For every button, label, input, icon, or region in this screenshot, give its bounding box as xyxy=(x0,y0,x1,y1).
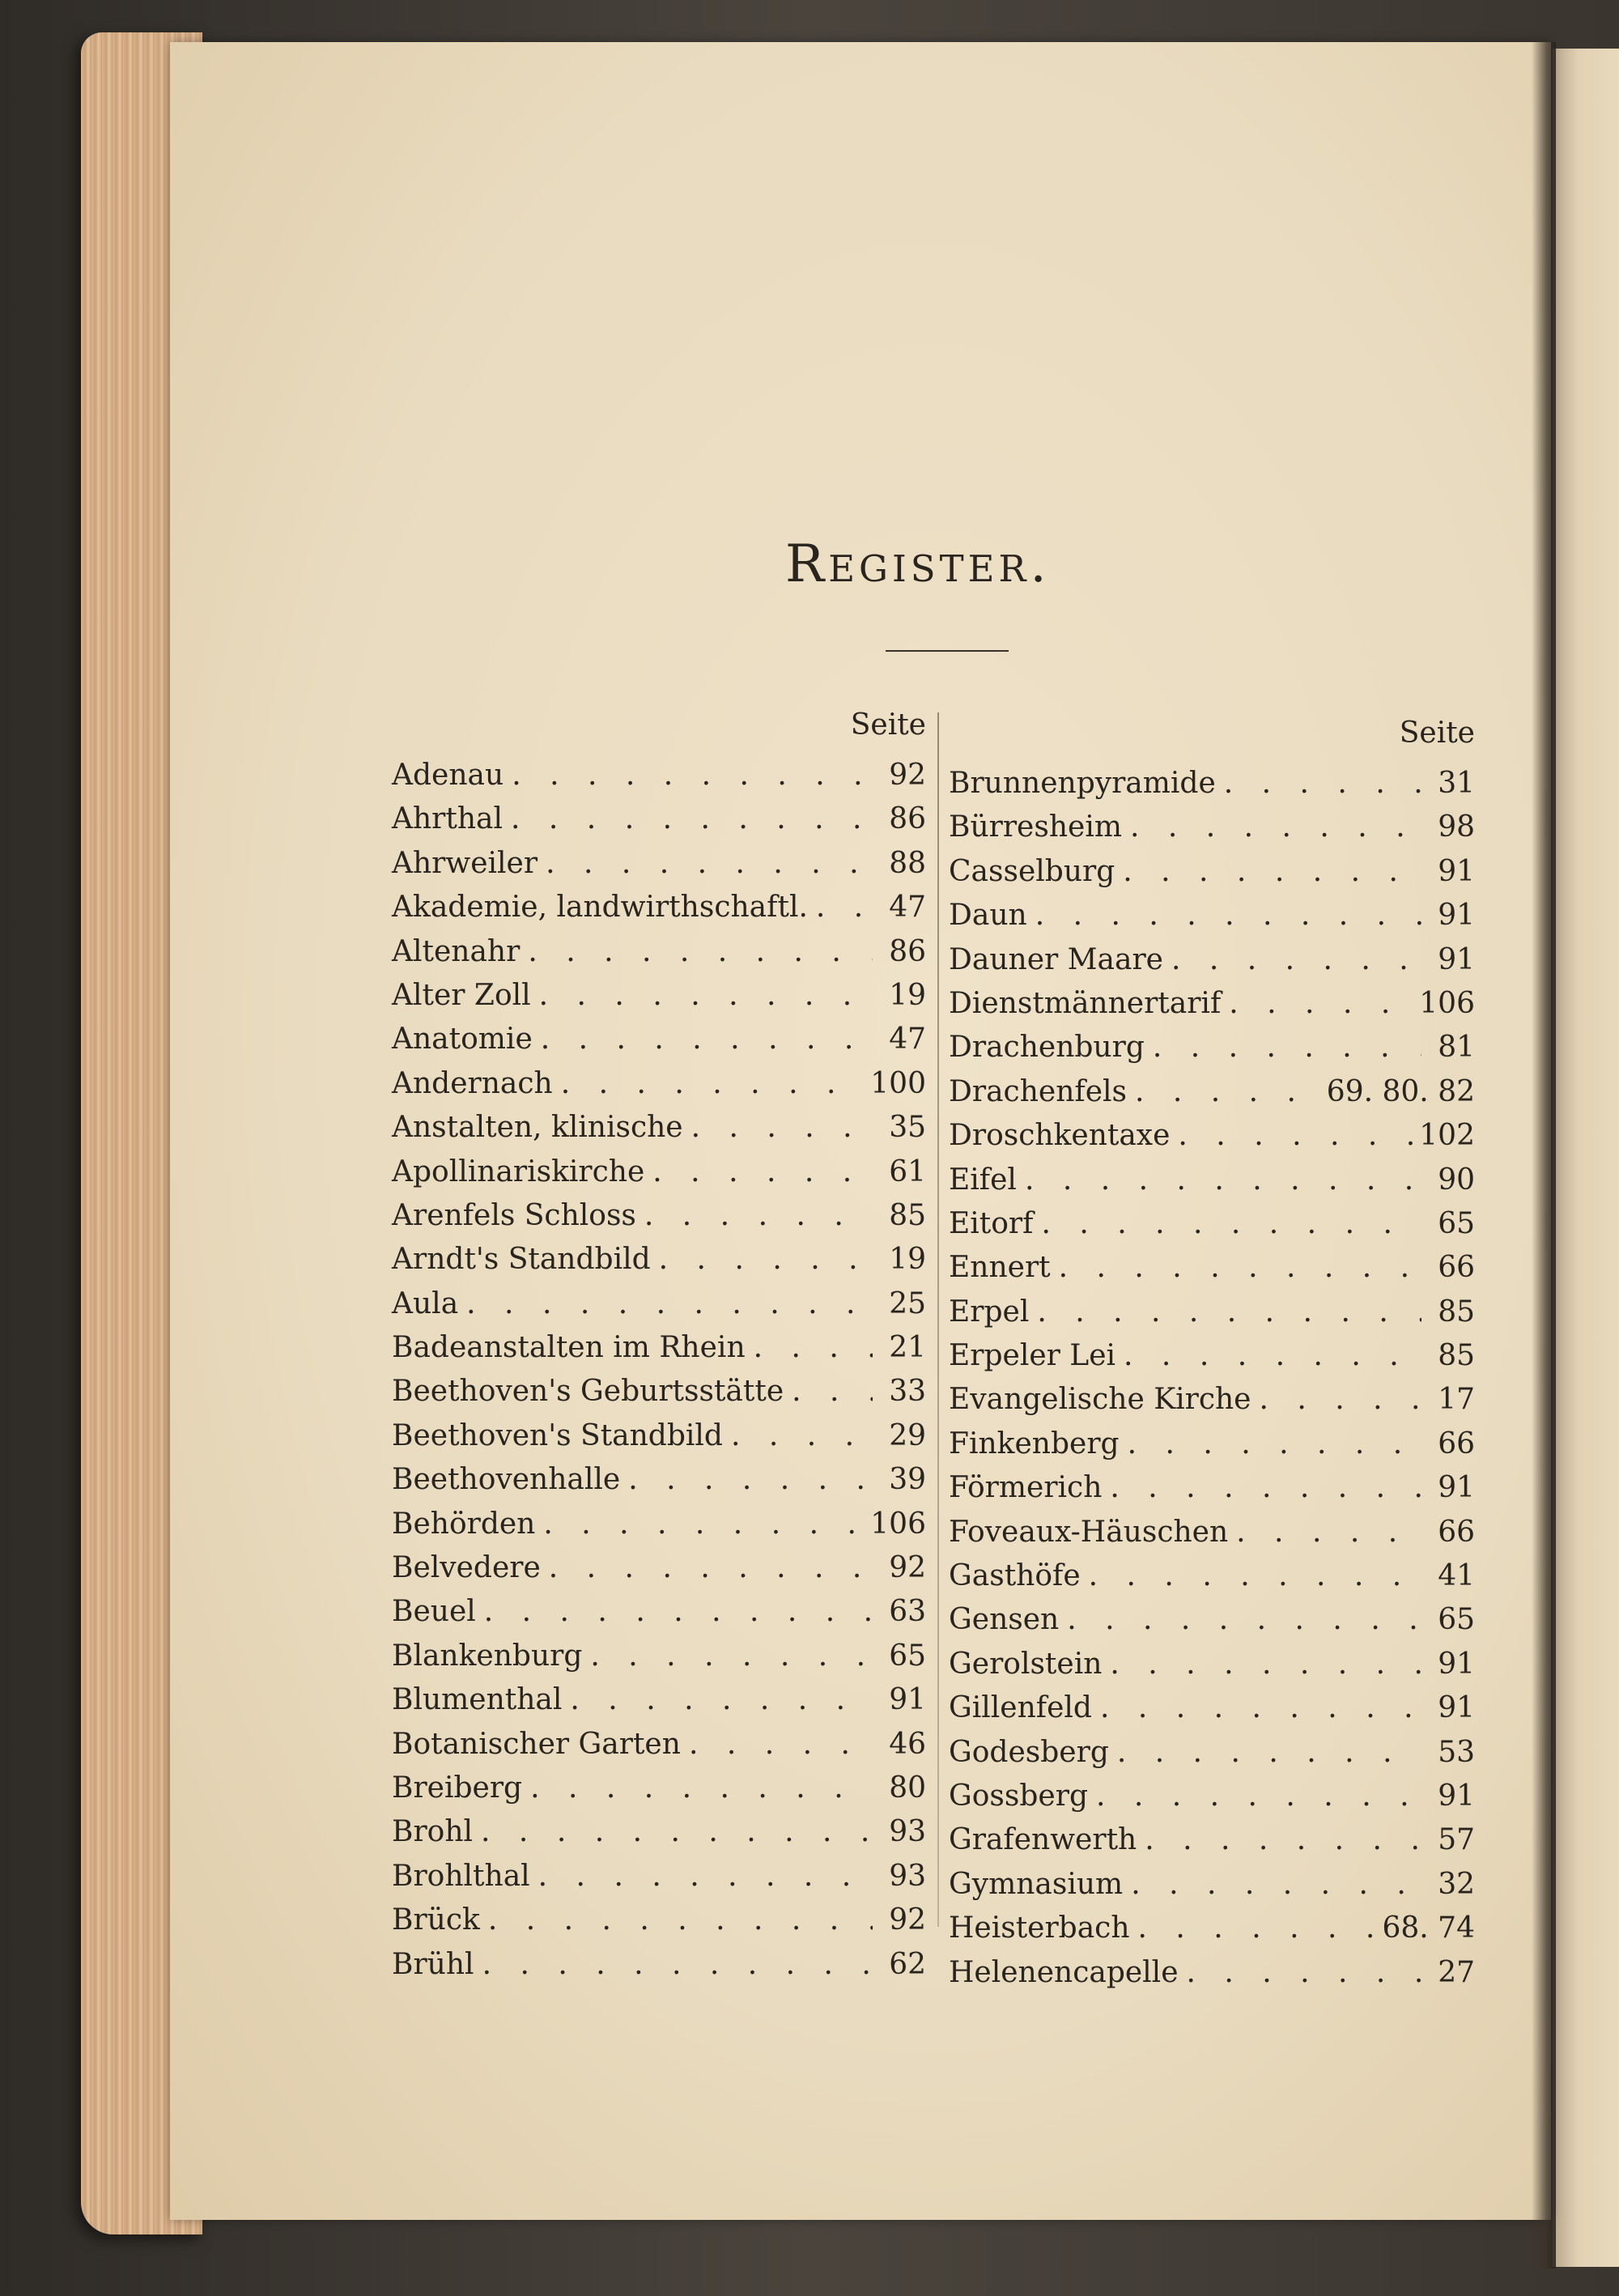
entry-page: 80 xyxy=(889,1771,926,1805)
leader-dots xyxy=(1102,1643,1421,1686)
entry-name: Beuel xyxy=(392,1595,476,1629)
leader-dots xyxy=(1033,1202,1421,1246)
leader-dots xyxy=(503,797,873,841)
entry-name: Breiberg xyxy=(392,1771,523,1805)
leader-dots xyxy=(1145,1026,1421,1069)
leader-dots xyxy=(1251,1378,1421,1422)
leader-dots xyxy=(683,1106,873,1150)
entry-name: Altenahr xyxy=(392,934,521,968)
leader-dots xyxy=(1170,1114,1414,1158)
entry-page: 88 xyxy=(889,846,926,880)
leader-dots xyxy=(1029,1290,1421,1334)
entry-name: Evangelische Kirche xyxy=(949,1383,1251,1417)
entry-name: Alter Zoll xyxy=(392,978,531,1012)
entry-name: Gasthöfe xyxy=(949,1559,1081,1593)
index-entry xyxy=(392,1546,926,1590)
entry-page: 63 xyxy=(889,1595,926,1629)
entry-page: 93 xyxy=(889,1859,926,1893)
entry-name: Blankenburg xyxy=(392,1639,583,1673)
entry-name: Andernach xyxy=(392,1066,553,1100)
index-entry xyxy=(392,1414,926,1458)
leader-dots xyxy=(522,1767,873,1810)
entry-page: 85 xyxy=(889,1198,926,1232)
leader-dots xyxy=(1127,1070,1322,1114)
index-entry xyxy=(392,1458,926,1502)
index-entry xyxy=(949,1334,1475,1378)
entry-page: 92 xyxy=(889,1903,926,1937)
leader-dots xyxy=(1092,1686,1421,1730)
index-entry xyxy=(949,1246,1475,1290)
entry-name: Aula xyxy=(392,1286,459,1320)
entry-name: Ahrweiler xyxy=(392,846,538,880)
leader-dots xyxy=(808,886,873,929)
entry-name: Badeanstalten im Rhein xyxy=(392,1331,746,1365)
entry-page: 102 xyxy=(1419,1119,1475,1153)
column-divider xyxy=(937,712,939,1927)
entry-page: 65 xyxy=(1438,1206,1475,1240)
index-entry xyxy=(392,1150,926,1194)
leader-dots xyxy=(1163,938,1421,982)
entry-page: 47 xyxy=(889,891,926,925)
leader-dots xyxy=(553,1062,866,1106)
entry-page: 106 xyxy=(1419,986,1475,1020)
index-entry xyxy=(392,797,926,841)
entry-list xyxy=(949,762,1475,1995)
entry-name: Daun xyxy=(949,899,1027,933)
index-entry xyxy=(949,1511,1475,1554)
entry-name: Belvedere xyxy=(392,1551,541,1585)
book-gutter xyxy=(1532,42,1556,2268)
entry-page: 69. 80. 82 xyxy=(1326,1074,1475,1108)
entry-page: 91 xyxy=(889,1683,926,1717)
index-entry xyxy=(949,1863,1475,1907)
index-entry xyxy=(392,886,926,929)
index-entry xyxy=(949,850,1475,894)
index-entry xyxy=(949,762,1475,806)
index-entry xyxy=(949,1202,1475,1246)
leader-dots xyxy=(520,930,873,974)
entry-page: 91 xyxy=(1438,899,1475,933)
entry-name: Finkenberg xyxy=(949,1426,1120,1461)
entry-page: 93 xyxy=(889,1815,926,1849)
index-entry xyxy=(949,1290,1475,1334)
entry-page: 25 xyxy=(889,1286,926,1320)
entry-page: 91 xyxy=(1438,1691,1475,1725)
entry-page: 106 xyxy=(870,1507,926,1541)
index-entry xyxy=(392,1590,926,1634)
entry-name: Gymnasium xyxy=(949,1867,1124,1901)
index-entry xyxy=(392,1370,926,1414)
entry-page: 66 xyxy=(1438,1251,1475,1285)
index-entry xyxy=(392,1018,926,1061)
entry-page: 19 xyxy=(889,1243,926,1277)
entry-page: 98 xyxy=(1438,810,1475,844)
leader-dots xyxy=(562,1678,873,1722)
leader-dots xyxy=(1221,982,1414,1026)
index-entry xyxy=(392,1503,926,1546)
facing-page xyxy=(1553,49,1619,2267)
index-entry xyxy=(949,1554,1475,1598)
entry-page: 91 xyxy=(1438,1779,1475,1813)
index-entry xyxy=(392,1678,926,1722)
entry-page: 65 xyxy=(1438,1603,1475,1637)
entry-page: 32 xyxy=(1438,1867,1475,1901)
entry-name: Ennert xyxy=(949,1251,1051,1285)
column-header: Seite xyxy=(1399,716,1475,750)
entry-name: Brühl xyxy=(392,1947,474,1981)
leader-dots xyxy=(531,974,873,1018)
leader-dots xyxy=(644,1150,873,1194)
index-entry xyxy=(392,930,926,974)
index-entry xyxy=(949,1907,1475,1950)
index-entry xyxy=(949,1731,1475,1775)
index-entry xyxy=(392,1282,926,1326)
entry-name: Erpel xyxy=(949,1295,1030,1329)
entry-name: Brohl xyxy=(392,1815,474,1849)
leader-dots xyxy=(1137,1818,1421,1862)
entry-page: 27 xyxy=(1438,1955,1475,1989)
index-entry xyxy=(392,1326,926,1370)
column-header: Seite xyxy=(850,708,926,742)
entry-name: Gillenfeld xyxy=(949,1691,1092,1725)
entry-page: 21 xyxy=(889,1331,926,1365)
leader-dots xyxy=(538,842,873,886)
leader-dots xyxy=(723,1414,873,1458)
index-entry xyxy=(392,1898,926,1942)
leader-dots xyxy=(476,1590,873,1634)
entry-name: Grafenwerth xyxy=(949,1823,1137,1857)
index-entry xyxy=(949,1643,1475,1686)
entry-name: Adenau xyxy=(392,759,504,792)
leader-dots xyxy=(1216,762,1421,806)
entry-name: Bürresheim xyxy=(949,810,1122,844)
entry-name: Akademie, landwirthschaftl. xyxy=(392,891,808,925)
entry-name: Brück xyxy=(392,1903,480,1937)
entry-page: 65 xyxy=(889,1639,926,1673)
leader-dots xyxy=(473,1810,873,1854)
index-entry xyxy=(392,1767,926,1810)
index-entry xyxy=(949,1422,1475,1466)
index-entry xyxy=(949,938,1475,982)
entry-name: Helenencapelle xyxy=(949,1955,1179,1989)
entry-name: Ahrthal xyxy=(392,802,504,836)
leader-dots xyxy=(1123,1863,1421,1907)
entry-page: 100 xyxy=(870,1066,926,1100)
leader-dots xyxy=(1088,1775,1421,1818)
entry-page: 33 xyxy=(889,1375,926,1409)
entry-page: 57 xyxy=(1438,1823,1475,1857)
entry-name: Drachenburg xyxy=(949,1031,1145,1065)
index-entry xyxy=(949,1598,1475,1642)
page-title: Register. xyxy=(785,534,1051,594)
entry-name: Gerolstein xyxy=(949,1647,1103,1681)
index-entry xyxy=(949,1686,1475,1730)
entry-name: Blumenthal xyxy=(392,1683,563,1717)
leader-dots xyxy=(1130,1907,1378,1950)
entry-name: Godesberg xyxy=(949,1735,1109,1769)
entry-page: 85 xyxy=(1438,1339,1475,1373)
index-entry xyxy=(392,754,926,797)
index-entry xyxy=(392,1943,926,1987)
index-entry xyxy=(949,1159,1475,1202)
entry-page: 39 xyxy=(889,1463,926,1497)
index-column-left xyxy=(392,708,926,1987)
entry-page: 92 xyxy=(889,1551,926,1585)
entry-name: Brunnenpyramide xyxy=(949,767,1216,800)
entry-page: 81 xyxy=(1438,1031,1475,1065)
index-entry xyxy=(392,1106,926,1150)
index-entry xyxy=(392,974,926,1018)
index-entry xyxy=(949,1818,1475,1862)
leader-dots xyxy=(533,1018,873,1061)
leader-dots xyxy=(1059,1598,1421,1642)
entry-name: Anatomie xyxy=(392,1023,533,1057)
index-entry xyxy=(949,806,1475,849)
index-entry xyxy=(949,1466,1475,1510)
leader-dots xyxy=(1122,806,1421,849)
entry-name: Drachenfels xyxy=(949,1074,1127,1108)
entry-page: 85 xyxy=(1438,1295,1475,1329)
leader-dots xyxy=(620,1458,873,1502)
entry-name: Behörden xyxy=(392,1507,536,1541)
index-entry xyxy=(949,1070,1475,1114)
entry-name: Foveaux-Häuschen xyxy=(949,1515,1229,1549)
index-entry xyxy=(392,1723,926,1767)
index-entry xyxy=(392,1635,926,1678)
index-entry xyxy=(392,1194,926,1238)
entry-name: Beethovenhalle xyxy=(392,1463,621,1497)
entry-page: 31 xyxy=(1438,767,1475,800)
leader-dots xyxy=(504,754,873,797)
index-entry xyxy=(949,1378,1475,1422)
leader-dots xyxy=(530,1855,873,1898)
index-entry xyxy=(949,1775,1475,1818)
entry-page: 68. 74 xyxy=(1382,1911,1475,1945)
entry-list xyxy=(392,754,926,1987)
entry-page: 91 xyxy=(1438,854,1475,888)
index-entry xyxy=(392,1810,926,1854)
entry-name: Beethoven's Geburtsstätte xyxy=(392,1375,784,1409)
entry-page: 62 xyxy=(889,1947,926,1981)
leader-dots xyxy=(636,1194,873,1238)
entry-name: Beethoven's Standbild xyxy=(392,1418,723,1452)
leader-dots xyxy=(1027,894,1421,938)
leader-dots xyxy=(784,1370,873,1414)
entry-name: Eitorf xyxy=(949,1206,1034,1240)
index-entry xyxy=(949,1026,1475,1069)
leader-dots xyxy=(1081,1554,1421,1598)
leader-dots xyxy=(681,1723,873,1767)
entry-name: Gensen xyxy=(949,1603,1060,1637)
entry-page: 91 xyxy=(1438,942,1475,976)
index-entry xyxy=(949,1114,1475,1158)
leader-dots xyxy=(1179,1951,1422,1995)
entry-name: Droschkentaxe xyxy=(949,1119,1171,1153)
leader-dots xyxy=(651,1238,873,1282)
entry-page: 91 xyxy=(1438,1647,1475,1681)
entry-page: 19 xyxy=(889,978,926,1012)
title-rule xyxy=(886,650,1009,652)
entry-name: Brohlthal xyxy=(392,1859,530,1893)
index-column-right xyxy=(949,716,1475,1995)
leader-dots xyxy=(1228,1511,1421,1554)
entry-name: Heisterbach xyxy=(949,1911,1130,1945)
leader-dots xyxy=(458,1282,873,1326)
entry-name: Arndt's Standbild xyxy=(392,1243,651,1277)
leader-dots xyxy=(1102,1466,1421,1510)
leader-dots xyxy=(1017,1159,1421,1202)
leader-dots xyxy=(535,1503,865,1546)
index-entry xyxy=(949,982,1475,1026)
entry-page: 61 xyxy=(889,1154,926,1188)
entry-page: 86 xyxy=(889,802,926,836)
leader-dots xyxy=(480,1898,873,1942)
entry-name: Gossberg xyxy=(949,1779,1088,1813)
entry-name: Casselburg xyxy=(949,854,1115,888)
leader-dots xyxy=(1115,1334,1421,1378)
entry-page: 91 xyxy=(1438,1471,1475,1505)
index-entry xyxy=(392,842,926,886)
entry-name: Dienstmännertarif xyxy=(949,986,1222,1020)
entry-name: Erpeler Lei xyxy=(949,1339,1116,1373)
entry-name: Eifel xyxy=(949,1163,1017,1197)
leader-dots xyxy=(1109,1731,1421,1775)
leader-dots xyxy=(1120,1422,1421,1466)
index-entry xyxy=(392,1238,926,1282)
entry-name: Anstalten, klinische xyxy=(392,1111,683,1145)
entry-page: 66 xyxy=(1438,1515,1475,1549)
entry-name: Förmerich xyxy=(949,1471,1103,1505)
entry-page: 17 xyxy=(1438,1383,1475,1417)
leader-dots xyxy=(541,1546,873,1590)
entry-page: 41 xyxy=(1438,1559,1475,1593)
entry-page: 35 xyxy=(889,1111,926,1145)
leader-dots xyxy=(1051,1246,1421,1290)
leader-dots xyxy=(582,1635,873,1678)
index-entry xyxy=(949,894,1475,938)
entry-page: 53 xyxy=(1438,1735,1475,1769)
entry-page: 90 xyxy=(1438,1163,1475,1197)
leader-dots xyxy=(746,1326,873,1370)
entry-page: 46 xyxy=(889,1727,926,1761)
leader-dots xyxy=(1115,850,1421,894)
entry-name: Arenfels Schloss xyxy=(392,1198,636,1232)
leader-dots xyxy=(474,1943,873,1987)
entry-page: 86 xyxy=(889,934,926,968)
entry-page: 92 xyxy=(889,759,926,792)
entry-name: Apollinariskirche xyxy=(392,1154,645,1188)
entry-page: 66 xyxy=(1438,1426,1475,1461)
entry-name: Dauner Maare xyxy=(949,942,1163,976)
index-entry xyxy=(949,1951,1475,1995)
entry-name: Botanischer Garten xyxy=(392,1727,681,1761)
entry-page: 29 xyxy=(889,1418,926,1452)
index-entry xyxy=(392,1062,926,1106)
index-entry xyxy=(392,1855,926,1898)
entry-page: 47 xyxy=(889,1023,926,1057)
